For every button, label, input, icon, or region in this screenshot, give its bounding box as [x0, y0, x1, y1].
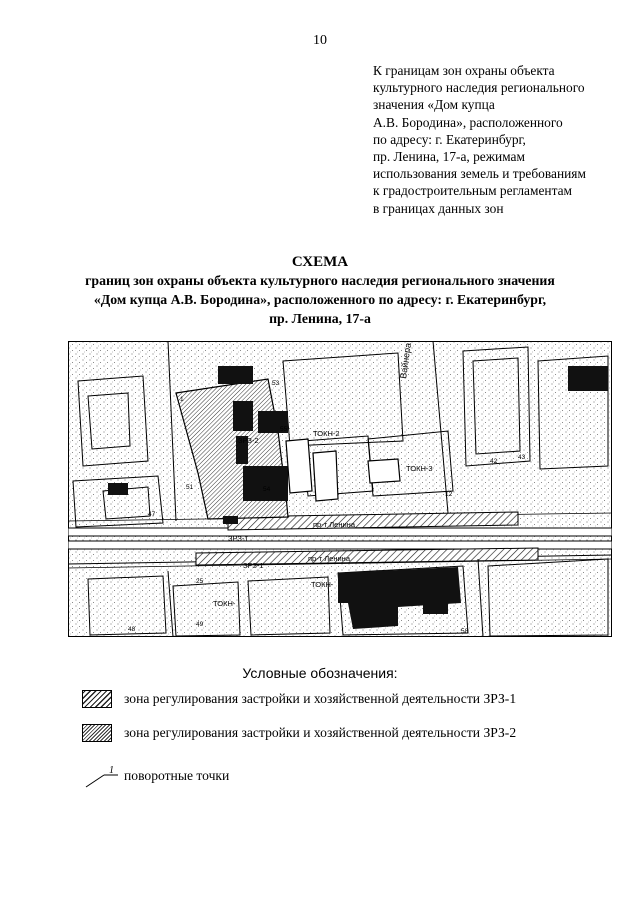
turn-point-label: 47: [148, 511, 156, 518]
scheme-heading: СХЕМА: [291, 254, 349, 270]
zone-map: [68, 341, 612, 637]
annex-line: использования земель и требованиям: [373, 166, 586, 182]
scheme-subtitle-line: пр. Ленина, 17-а: [269, 311, 371, 326]
turn-point-label: 49: [196, 621, 204, 628]
annex-line: по адресу: г. Екатеринбург,: [373, 131, 526, 147]
zrz1-hatch-swatch: [82, 690, 112, 708]
turn-point-symbol-number: 1: [109, 765, 114, 776]
legend-label: зона регулирования застройки и хозяйственной деятельности ЗРЗ-2: [124, 725, 517, 740]
legend-heading: Условные обозначения:: [242, 665, 398, 681]
legend-item-turn-points: [82, 762, 229, 790]
annex-line: А.В. Бородина», расположенного: [373, 114, 563, 130]
turn-point-label: 42: [490, 458, 498, 465]
scheme-subtitle-line: границ зон охраны объекта культурного наследия регионального значения: [85, 273, 555, 288]
turn-point-label: 25: [196, 578, 204, 585]
annex-line: культурного наследия регионального: [373, 80, 585, 96]
turn-point-label: 53: [272, 380, 280, 387]
turn-point-label: 48: [128, 626, 136, 633]
annex-line: пр. Ленина, 17-а, режимам: [373, 149, 525, 165]
turn-point-label: 51: [186, 484, 194, 491]
annex-line: к градостроительным регламентам: [373, 183, 573, 199]
annex-line: в границах данных зон: [373, 200, 504, 216]
tokn-south-label-1: ТОКН-: [213, 599, 236, 608]
scheme-subtitle-line: «Дом купца А.В. Бородина», расположенного по адресу: г. Екатеринбург,: [93, 292, 547, 307]
turn-point-label: 43: [518, 454, 526, 461]
legend-item-zrz1: [82, 688, 516, 710]
legend-item-zrz2: [82, 722, 516, 744]
zrz1-label-north: ЗРЗ-1: [228, 534, 249, 543]
zrz2-label: ЗРЗ-2: [238, 436, 259, 445]
legend-label: зона регулирования застройки и хозяйственной деятельности ЗРЗ-1: [124, 691, 517, 706]
street-label-vainera: Вайнера: [398, 342, 413, 380]
zrz2-hatch-swatch: [82, 724, 112, 742]
turn-point-label: 54: [263, 486, 271, 493]
turn-point-symbol-icon: [82, 763, 122, 789]
legend-label: поворотные точки: [124, 768, 230, 783]
annex-note: [373, 62, 633, 217]
avenue-label-south: пр-т Ленина: [308, 554, 350, 563]
tokn2-label: ТОКН-2: [313, 429, 340, 438]
turn-point-label: 1: [180, 396, 184, 403]
tokn-south-label-2: ТОКН-: [311, 580, 334, 589]
annex-line: К границам зон охраны объекта: [373, 63, 555, 78]
turn-point-label: 12: [445, 491, 453, 498]
annex-line: значения «Дом купца: [373, 97, 495, 113]
page-number: 10: [313, 33, 327, 48]
turn-point-label: 58: [461, 628, 469, 635]
avenue-label-north: пр-т Ленина: [313, 520, 355, 529]
turn-point-label: 55: [280, 426, 288, 433]
scheme-title: [0, 253, 640, 328]
zrz1-label-south: ЗРЗ-1: [243, 561, 264, 570]
tokn3-label: ТОКН-3: [406, 464, 433, 473]
